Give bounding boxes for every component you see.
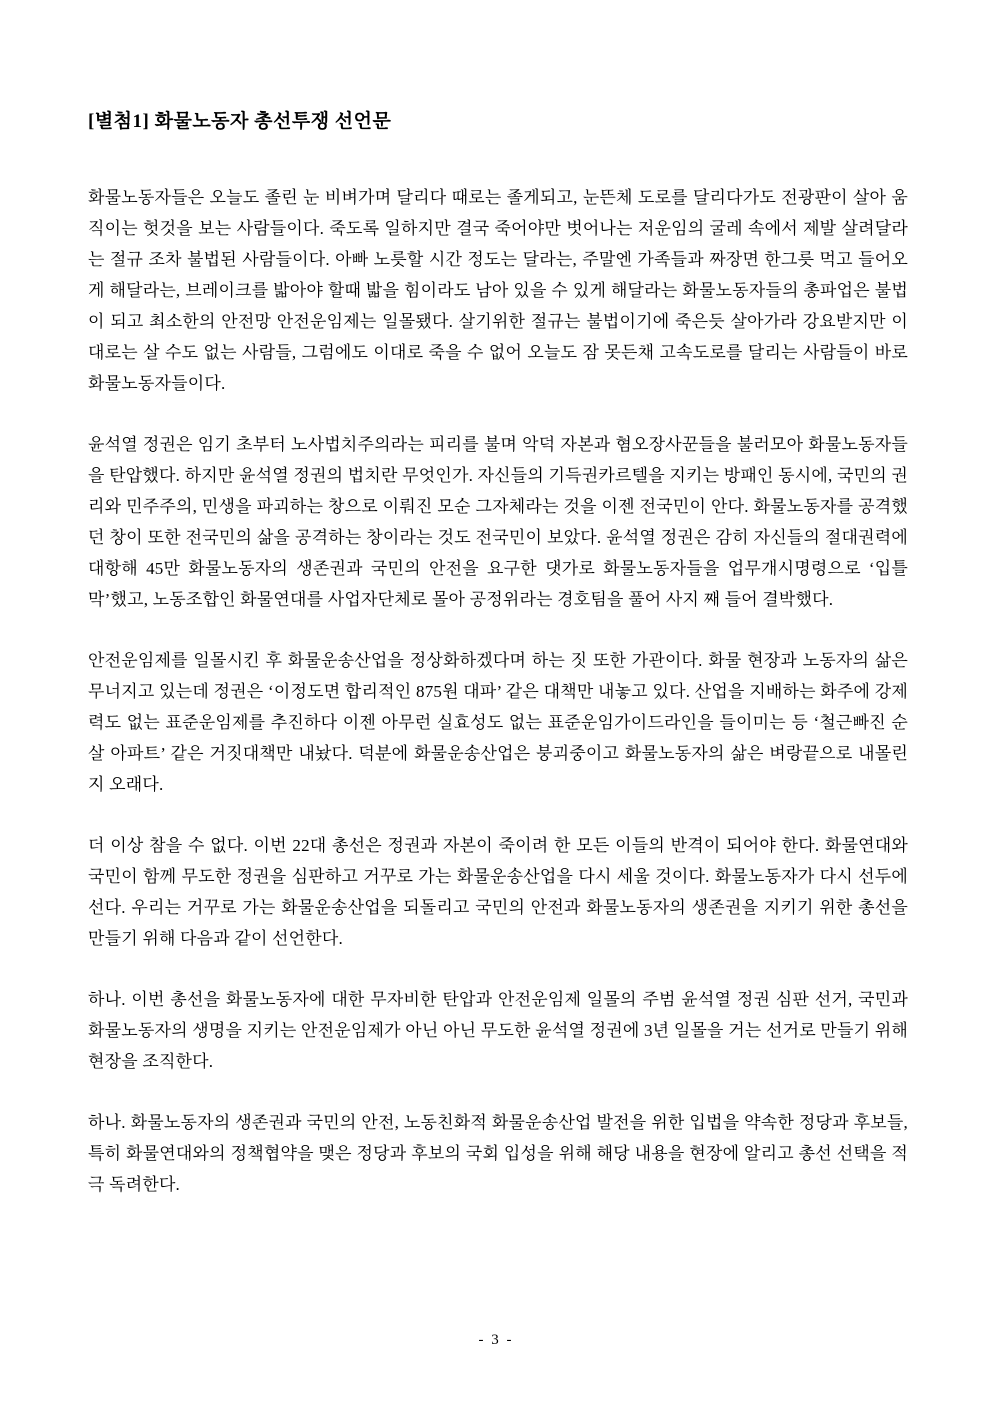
paragraph-pledge-two: 하나. 화물노동자의 생존권과 국민의 안전, 노동친화적 화물운송산업 발전을 위한 입법을 약속한 정당과 후보들, 특히 화물연대와의 정책협약을 맺은 정당과 후보의 국회 입성을 위해 해당 내용을 현장에 알리고 총선 선택을 적극 독려한다. (88, 1113, 908, 1194)
paragraph-safe-freight-rates: 안전운임제를 일몰시킨 후 화물운송산업을 정상화하겠다며 하는 짓 또한 가관이다. 화물 현장과 노동자의 삶은 무너지고 있는데 정권은 ‘이정도면 합리적인 875원 대파’ 같은 대책만 내놓고 있다. 산업을 지배하는 화주에 강제력도 없는 표준운임제를 추진하다 이젠 아무런 실효성도 없는 표준운임가이드라인을 들이미는 등 ‘철근빠진 순살 아파트’ 같은 거짓대책만 내놨다. 덕분에 화물운송산업은 붕괴중이고 화물노동자의 삶은 벼랑끝으로 내몰린지 오래다. (88, 651, 908, 794)
paragraph-intro-truckers: 화물노동자들은 오늘도 졸린 눈 비벼가며 달리다 때로는 졸게되고, 눈뜬체 도로를 달리다가도 전광판이 살아 움직이는 헛것을 보는 사람들이다. 죽도록 일하지만 결국 죽어야만 벗어나는 저운임의 굴레 속에서 제발 살려달라는 절규 조차 불법된 사람들이다. 아빠 노릇할 시간 정도는 달라는, 주말엔 가족들과 짜장면 한그릇 먹고 들어오게 해달라는, 브레이크를 밟아야 할때 밟을 힘이라도 남아 있을 수 있게 해달라는 화물노동자들의 총파업은 불법이 되고 최소한의 안전망 안전운임제는 일몰됐다. 살기위한 절규는 불법이기에 죽은듯 살아가라 강요받지만 이대로는 살 수도 없는 사람들, 그럼에도 이대로 죽을 수 없어 오늘도 잠 못든채 고속도로를 달리는 사람들이 바로 화물노동자들이다. (88, 188, 908, 393)
document-content (88, 106, 908, 1230)
document-title: [별첨1] 화물노동자 총선투쟁 선언문 (88, 111, 392, 132)
paragraph-pledge-one: 하나. 이번 총선을 화물노동자에 대한 무자비한 탄압과 안전운임제 일몰의 주범 윤석열 정권 심판 선거, 국민과 화물노동자의 생명을 지키는 안전운임제가 아닌 아닌 무도한 윤석열 정권에 3년 일몰을 거는 선거로 만들기 위해 현장을 조직한다. (88, 990, 908, 1071)
page-number: - 3 - (478, 1332, 514, 1348)
paragraph-regime-criticism: 윤석열 정권은 임기 초부터 노사법치주의라는 피리를 불며 악덕 자본과 혐오장사꾼들을 불러모아 화물노동자들을 탄압했다. 하지만 윤석열 정권의 법치란 무엇인가. 자신들의 기득권카르텔을 지키는 방패인 동시에, 국민의 권리와 민주주의, 민생을 파괴하는 창으로 이뤄진 모순 그자체라는 것을 이젠 전국민이 안다. 화물노동자를 공격했던 창이 또한 전국민의 삶을 공격하는 창이라는 것도 전국민이 보았다. 윤석열 정권은 감히 자신들의 절대권력에 대항해 45만 화물노동자의 생존권과 국민의 안전을 요구한 댓가로 화물노동자들을 업무개시명령으로 ‘입틀막’했고, 노동조합인 화물연대를 사업자단체로 몰아 공정위라는 경호팀을 풀어 사지 째 들어 결박했다. (88, 435, 908, 609)
paragraph-election-declaration: 더 이상 참을 수 없다. 이번 22대 총선은 정권과 자본이 죽이려 한 모든 이들의 반격이 되어야 한다. 화물연대와 국민이 함께 무도한 정권을 심판하고 거꾸로 가는 화물운송산업을 다시 세울 것이다. 화물노동자가 다시 선두에 선다. 우리는 거꾸로 가는 화물운송산업을 되돌리고 국민의 안전과 화물노동자의 생존권을 지키기 위한 총선을 만들기 위해 다음과 같이 선언한다. (88, 836, 908, 948)
